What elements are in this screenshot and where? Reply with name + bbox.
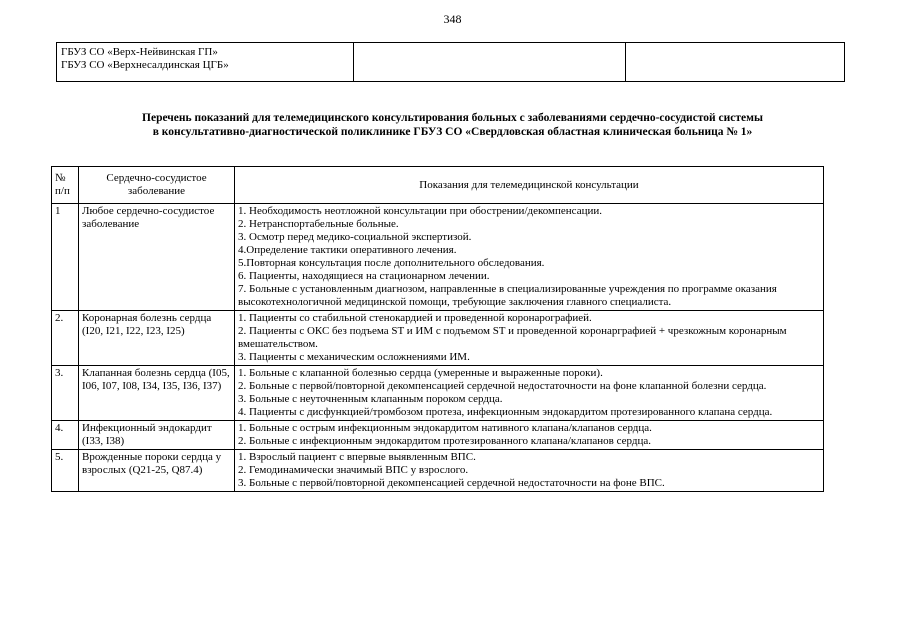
table-row <box>52 311 824 366</box>
indication-item: 2. Больные с инфекционным эндокардитом протезированного клапана/клапанов сердца. <box>238 435 651 447</box>
indication-item: 2. Пациенты с ОКС без подъема ST и ИМ с подъемом ST и проведенной коронарграфией + чрезкожным коронарным вмешательством. <box>238 325 787 350</box>
indication-item: 5.Повторная консультация после дополнительного обследования. <box>238 257 545 269</box>
indication-item: 1. Необходимость неотложной консультации при обострении/декомпенсации. <box>238 205 602 217</box>
indication-item: 2. Гемодинамически значимый ВПС у взрослого. <box>238 464 469 476</box>
document-title <box>40 111 865 139</box>
indication-item: 1. Больные с острым инфекционным эндокардитом нативного клапана/клапанов сердца. <box>238 422 652 434</box>
table-row <box>52 421 824 450</box>
header-num: № п/п <box>52 167 79 204</box>
indication-item: 7. Больные с установленным диагнозом, направленные в специализированные учреждения по программе оказания высокотехнологичной медицинской помощи, требующие заключения главного специалиста. <box>238 283 777 308</box>
table-header-row <box>52 167 824 204</box>
institution-name: ГБУЗ СО «Верх-Нейвинская ГП» <box>61 46 218 58</box>
row-number: 3. <box>52 366 79 421</box>
table-row <box>52 450 824 492</box>
header-disease: Сердечно-сосудистое заболевание <box>79 167 235 204</box>
indications-cell <box>235 311 824 366</box>
indications-table <box>51 166 824 492</box>
indication-item: 1. Пациенты со стабильной стенокардией и проведенной коронарографией. <box>238 312 592 324</box>
institution-name: ГБУЗ СО «Верхнесалдинская ЦГБ» <box>61 59 229 71</box>
disease-name: Врожденные пороки сердца у взрослых (Q21-25, Q87.4) <box>79 450 235 492</box>
institutions-table <box>56 42 845 82</box>
indication-item: 3. Осмотр перед медико-социальной экспертизой. <box>238 231 472 243</box>
header-indications: Показания для телемедицинской консультации <box>235 167 824 204</box>
institutions-cell <box>57 43 354 82</box>
indication-item: 2. Больные с первой/повторной декомпенсацией сердечной недостаточности на фоне клапанной болезни сердца. <box>238 380 767 392</box>
indications-cell <box>235 366 824 421</box>
table-row <box>52 366 824 421</box>
indication-item: 6. Пациенты, находящиеся на стационарном лечении. <box>238 270 490 282</box>
row-number: 5. <box>52 450 79 492</box>
row-number: 4. <box>52 421 79 450</box>
disease-name: Любое сердечно-сосудистое заболевание <box>79 204 235 311</box>
page-number: 348 <box>443 12 462 26</box>
empty-cell <box>354 43 626 82</box>
table-row <box>57 43 845 82</box>
indications-cell <box>235 204 824 311</box>
empty-cell <box>626 43 845 82</box>
indication-item: 1. Взрослый пациент с впервые выявленным ВПС. <box>238 451 476 463</box>
table-row <box>52 204 824 311</box>
indication-item: 3. Пациенты с механическим осложнениями ИМ. <box>238 351 470 363</box>
title-line: в консультативно-диагностической поликлинике ГБУЗ СО «Свердловская областная клиническая больница № 1» <box>152 126 753 138</box>
indications-cell <box>235 421 824 450</box>
row-number: 2. <box>52 311 79 366</box>
row-number: 1 <box>52 204 79 311</box>
disease-name: Инфекционный эндокардит (I33, I38) <box>79 421 235 450</box>
title-line: Перечень показаний для телемедицинского консультирования больных с заболеваниями сердечно-сосудистой системы <box>142 112 763 124</box>
disease-name: Клапанная болезнь сердца (I05, I06, I07, I08, I34, I35, I36, I37) <box>79 366 235 421</box>
indication-item: 3. Больные с неуточненным клапанным пороком сердца. <box>238 393 503 405</box>
indication-item: 1. Больные с клапанной болезнью сердца (умеренные и выраженные пороки). <box>238 367 603 379</box>
indication-item: 3. Больные с первой/повторной декомпенсацией сердечной недостаточности на фоне ВПС. <box>238 477 665 489</box>
disease-name: Коронарная болезнь сердца (I20, I21, I22, I23, I25) <box>79 311 235 366</box>
indication-item: 2. Нетранспортабельные больные. <box>238 218 399 230</box>
indication-item: 4.Определение тактики оперативного лечения. <box>238 244 457 256</box>
indications-cell <box>235 450 824 492</box>
indication-item: 4. Пациенты с дисфункцией/тромбозом протеза, инфекционным эндокардитом протезированного клапана сердца. <box>238 406 773 418</box>
